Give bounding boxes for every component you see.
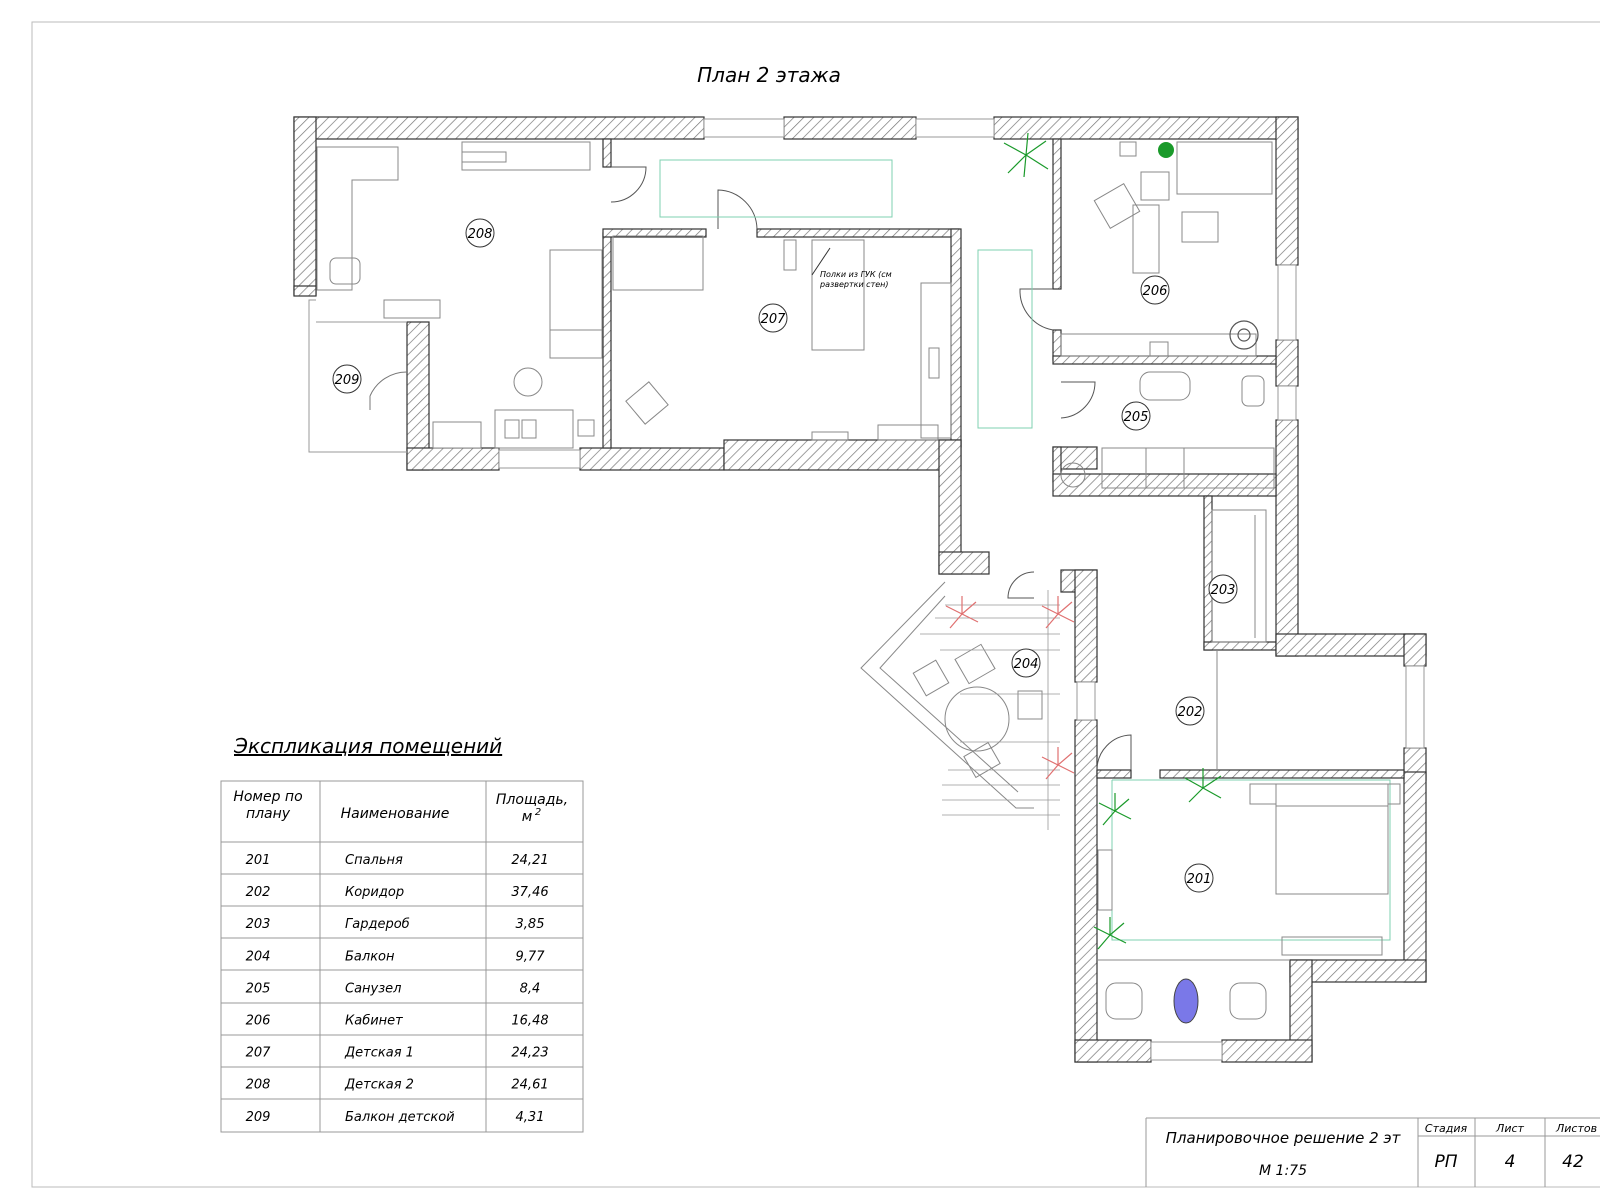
col-num-label-1: Номер по	[233, 789, 303, 805]
svg-text:208: 208	[467, 227, 493, 242]
room-tag-201	[1185, 864, 1213, 892]
row-name: Детская 1	[345, 1045, 414, 1061]
explication-rows	[246, 853, 549, 1125]
row-name: Балкон детской	[345, 1109, 455, 1125]
plant-icon	[1158, 142, 1174, 158]
plan-title: План 2 этажа	[697, 63, 841, 87]
row-number: 209	[245, 1109, 271, 1125]
row-name: Балкон	[345, 949, 395, 965]
plant-icon	[946, 596, 1074, 779]
stamp-sheet-label: Лист	[1496, 1122, 1524, 1135]
col-num-label-2: плану	[245, 806, 291, 822]
title-stamp	[1146, 1118, 1600, 1187]
sheet-frame	[32, 22, 1600, 1187]
row-name: Коридор	[345, 885, 405, 901]
stamp-sheets: 42	[1562, 1152, 1584, 1172]
room-tag-209	[333, 365, 361, 393]
room-tag-204	[1012, 649, 1040, 677]
row-name: Гардероб	[345, 917, 410, 933]
room-tag-208	[466, 219, 494, 247]
row-area: 4,31	[515, 1109, 545, 1125]
row-number: 207	[245, 1045, 271, 1061]
note-line-1: Полки из ГУК (см	[820, 270, 892, 279]
room-tag-205	[1122, 402, 1150, 430]
room-tag-206	[1141, 276, 1169, 304]
col-area-label: Площадь,	[495, 792, 569, 808]
svg-text:201: 201	[1186, 872, 1212, 887]
row-number: 205	[245, 981, 271, 997]
row-name: Кабинет	[345, 1013, 403, 1029]
stamp-stage: РП	[1434, 1152, 1458, 1172]
col-name-label: Наименование	[340, 806, 450, 822]
svg-text:202: 202	[1177, 705, 1203, 720]
row-number: 204	[245, 949, 271, 965]
svg-text:209: 209	[334, 373, 360, 388]
explication-heading: Экспликация помещений	[234, 734, 503, 758]
note-line-2: развертки стен)	[820, 280, 889, 289]
room-tag-202	[1176, 697, 1204, 725]
balcony-deck-lines	[920, 590, 1060, 830]
explication-header	[233, 789, 568, 825]
blue-chair-icon	[1174, 979, 1198, 1023]
row-area: 9,77	[515, 949, 545, 965]
plant-icon	[1099, 793, 1131, 825]
stamp-scale: М 1:75	[1259, 1163, 1307, 1179]
svg-text:205: 205	[1123, 410, 1149, 425]
stamp-sheet: 4	[1504, 1152, 1516, 1172]
svg-text:203: 203	[1210, 583, 1236, 598]
row-name: Спальня	[345, 853, 403, 868]
svg-text:204: 204	[1013, 657, 1039, 672]
row-number: 201	[245, 853, 271, 868]
row-number: 203	[245, 917, 271, 933]
explication	[221, 734, 583, 1132]
shelves-note	[812, 248, 892, 289]
walls	[294, 117, 1426, 1062]
row-area: 3,85	[515, 917, 545, 933]
plant-icon	[1004, 133, 1048, 177]
room-tag-207	[759, 304, 787, 332]
svg-text:206: 206	[1142, 284, 1168, 299]
row-area: 37,46	[511, 885, 549, 901]
row-number: 208	[245, 1077, 271, 1093]
row-number: 202	[245, 885, 271, 901]
plant-icon	[1094, 917, 1126, 949]
col-area-unit: м	[521, 809, 533, 825]
row-area: 24,21	[511, 853, 549, 868]
row-area: 24,23	[511, 1045, 549, 1061]
row-name: Детская 2	[345, 1077, 414, 1093]
row-area: 16,48	[511, 1013, 549, 1029]
stamp-stage-label: Стадия	[1424, 1122, 1468, 1135]
plant-icon	[1230, 321, 1258, 349]
stamp-name: Планировочное решение 2 эт	[1165, 1129, 1401, 1147]
row-area: 24,61	[511, 1077, 549, 1093]
row-name: Санузел	[345, 981, 402, 997]
col-area-sup: 2	[534, 807, 542, 818]
room-tag-203	[1209, 575, 1237, 603]
row-number: 206	[245, 1013, 271, 1029]
stamp-sheets-label: Листов	[1556, 1122, 1598, 1135]
row-area: 8,4	[519, 981, 541, 997]
svg-text:207: 207	[760, 312, 786, 327]
room-tags	[333, 219, 1237, 892]
